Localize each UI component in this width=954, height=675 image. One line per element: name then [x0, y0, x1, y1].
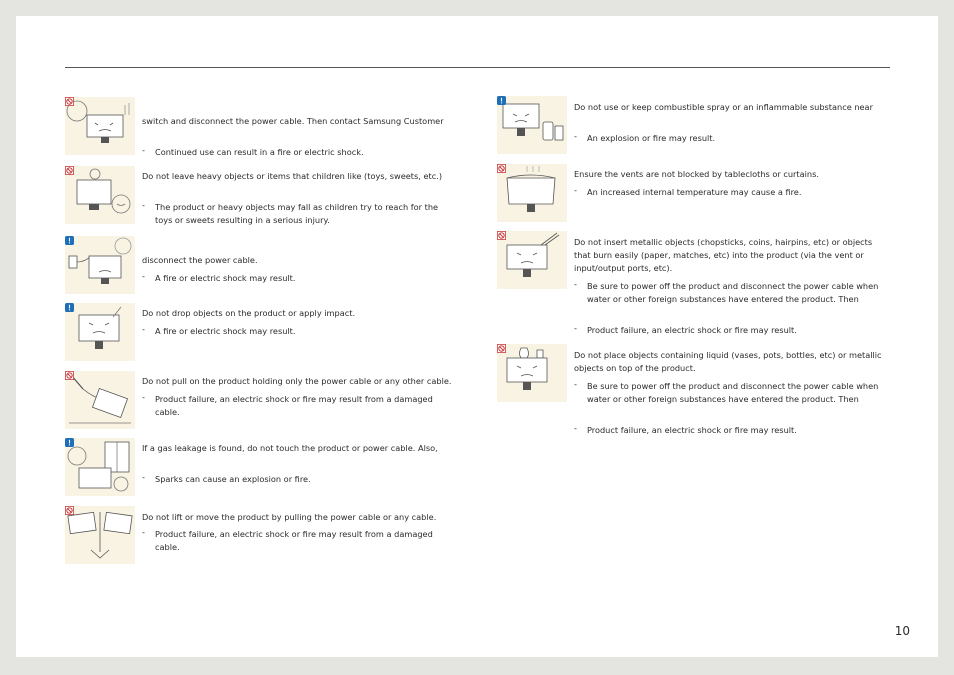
prohibited-icon [65, 506, 74, 515]
illustration-monitor-impact [65, 303, 135, 361]
illustration-vase-on-monitor [497, 344, 567, 402]
illustration-pull-cable [65, 371, 135, 429]
caution-icon [65, 236, 74, 245]
entry-bullet: - Continued use can result in a fire or electric shock. [142, 145, 364, 157]
entry-bullet: - A fire or electric shock may result. [142, 324, 296, 336]
entry-main-text: Do not leave heavy objects or items that children like (toys, sweets, etc.) [142, 171, 443, 181]
prohibited-icon [497, 344, 506, 353]
page-number: 10 [894, 624, 910, 638]
entry-main-text: Do not lift or move the product by pulling the power cable or any cable. [142, 512, 437, 522]
header-divider [65, 67, 890, 68]
entry-bullet: - The product or heavy objects may fall as children try to reach for the toys or sweets resulting in a serious injury. [142, 200, 439, 225]
entry-main-text: Do not use or keep combustible spray or an inflammable substance near [574, 102, 873, 112]
entry-bullet: - Be sure to power off the product and disconnect the power cable when water or other foreign substances have entered the product. Then [574, 379, 879, 404]
entry-bullet: - A fire or electric shock may result. [142, 271, 296, 283]
illustration-gas-leak [65, 438, 135, 496]
entry-bullet: - Sparks can cause an explosion or fire. [142, 472, 311, 484]
illustration-spray-can [497, 96, 567, 154]
illustration-covered-monitor [497, 164, 567, 222]
caution-icon [65, 438, 74, 447]
entry-main-text: Do not place objects containing liquid (vases, pots, bottles, etc) or metallic objects on top of the product. [574, 350, 882, 373]
entry-bullet: - Product failure, an electric shock or fire may result from a damaged cable. [142, 392, 433, 417]
entry-main-text: disconnect the power cable. [142, 255, 258, 265]
prohibited-icon [497, 231, 506, 240]
illustration-insert-objects [497, 231, 567, 289]
entry-main-text: Do not pull on the product holding only the power cable or any other cable. [142, 376, 452, 386]
entry-bullet: - Product failure, an electric shock or fire may result from a damaged cable. [142, 527, 433, 552]
entry-bullet: - Product failure, an electric shock or fire may result. [574, 423, 797, 435]
entry-main-text: switch and disconnect the power cable. Then contact Samsung Customer [142, 116, 444, 126]
entry-main-text: Do not insert metallic objects (chopsticks, coins, hairpins, etc) or objects that burn easily (paper, matches, etc) into the product (via the vent or input/output ports, etc). [574, 237, 873, 273]
entry-bullet: - An increased internal temperature may cause a fire. [574, 185, 802, 197]
caution-icon [65, 303, 74, 312]
prohibited-icon [65, 166, 74, 175]
prohibited-icon [497, 164, 506, 173]
entry-bullet: - An explosion or fire may result. [574, 131, 716, 143]
illustration-monitor-unplug [65, 97, 135, 155]
entry-main-text: If a gas leakage is found, do not touch the product or power cable. Also, [142, 443, 438, 453]
entry-bullet: - Be sure to power off the product and disconnect the power cable when water or other foreign substances have entered the product. Then [574, 279, 879, 304]
illustration-lift-by-cable [65, 506, 135, 564]
caution-icon [497, 96, 506, 105]
prohibited-icon [65, 97, 74, 106]
entry-bullet: - Product failure, an electric shock or fire may result. [574, 323, 797, 335]
manual-page [16, 16, 938, 657]
illustration-monitor-outlet [65, 236, 135, 294]
prohibited-icon [65, 371, 74, 380]
entry-main-text: Do not drop objects on the product or apply impact. [142, 308, 356, 318]
illustration-child-reaching [65, 166, 135, 224]
entry-main-text: Ensure the vents are not blocked by tablecloths or curtains. [574, 169, 819, 179]
